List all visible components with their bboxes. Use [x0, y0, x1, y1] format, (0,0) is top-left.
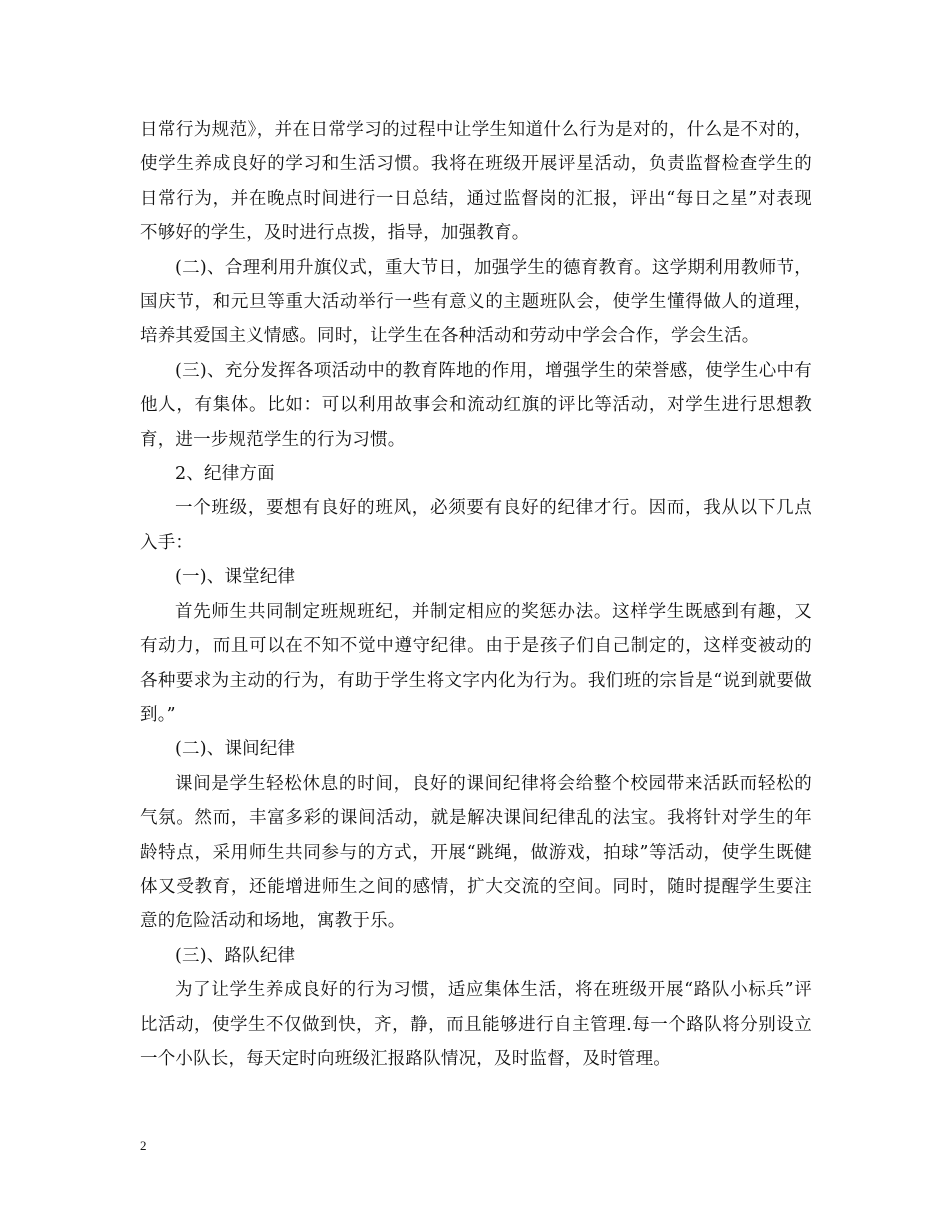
paragraph-11: 为了让学生养成良好的行为习惯，适应集体生活，将在班级开展“路队小标兵”评比活动，使学生不仅做到快，齐，静，而且能够进行自主管理.每一个路队将分别设立一个小队长，每天定时向班级汇报路队情况，及时监督，及时管理。 [140, 980, 812, 1069]
paragraph-7: 首先师生共同制定班规班纪，并制定相应的奖惩办法。这样学生既感到有趣，又有动力，而且可以在不知不觉中遵守纪律。由于是孩子们自己制定的，这样变被动的各种要求为主动的行为，有助于学生将文字内化为行为。我们班的宗旨是“说到就要做到。” [140, 601, 812, 725]
paragraph-9: 课间是学生轻松休息的时间，良好的课间纪律将会给整个校园带来活跃而轻松的气氛。然而，丰富多彩的课间活动，就是解决课间纪律乱的法宝。我将针对学生的年龄特点，采用师生共同参与的方式，开展“跳绳，做游戏，拍球”等活动，使学生既健体又受教育，还能增进师生之间的感情，扩大交流的空间。同时，随时提醒学生要注意的危险活动和场地，寓教于乐。 [140, 773, 812, 932]
subheading-break-discipline: (二)、课间纪律 [175, 739, 296, 760]
paragraph-2: (二)、合理利用升旗仪式，重大节日，加强学生的德育教育。这学期利用教师节，国庆节，和元旦等重大活动举行一些有意义的主题班队会，使学生懂得做人的道理，培养其爱国主义情感。同时，让学生在各种活动和劳动中学会合作，学会生活。 [140, 257, 812, 347]
paragraph-5: 一个班级，要想有良好的班风，必须要有良好的纪律才行。因而，我从以下几点入手： [140, 498, 812, 553]
paragraph-3: (三)、充分发挥各项活动中的教育阵地的作用，增强学生的荣誉感，使学生心中有他人，有集体。比如：可以利用故事会和流动红旗的评比等活动，对学生进行思想教育，进一步规范学生的行为习惯。 [140, 360, 812, 450]
section-heading-discipline: 2、纪律方面 [175, 464, 275, 485]
subheading-classroom-discipline: (一)、课堂纪律 [175, 567, 296, 588]
subheading-line-discipline: (三)、路队纪律 [175, 945, 296, 966]
paragraph-1: 日常行为规范》，并在日常学习的过程中让学生知道什么行为是对的，什么是不对的，使学生养成良好的学习和生活习惯。我将在班级开展评星活动，负责监督检查学生的日常行为，并在晚点时间进行一日总结，通过监督岗的汇报，评出“每日之星”对表现不够好的学生，及时进行点拨，指导，加强教育。 [140, 120, 812, 244]
page-number: 2 [140, 1138, 147, 1153]
document-body [140, 113, 812, 1076]
